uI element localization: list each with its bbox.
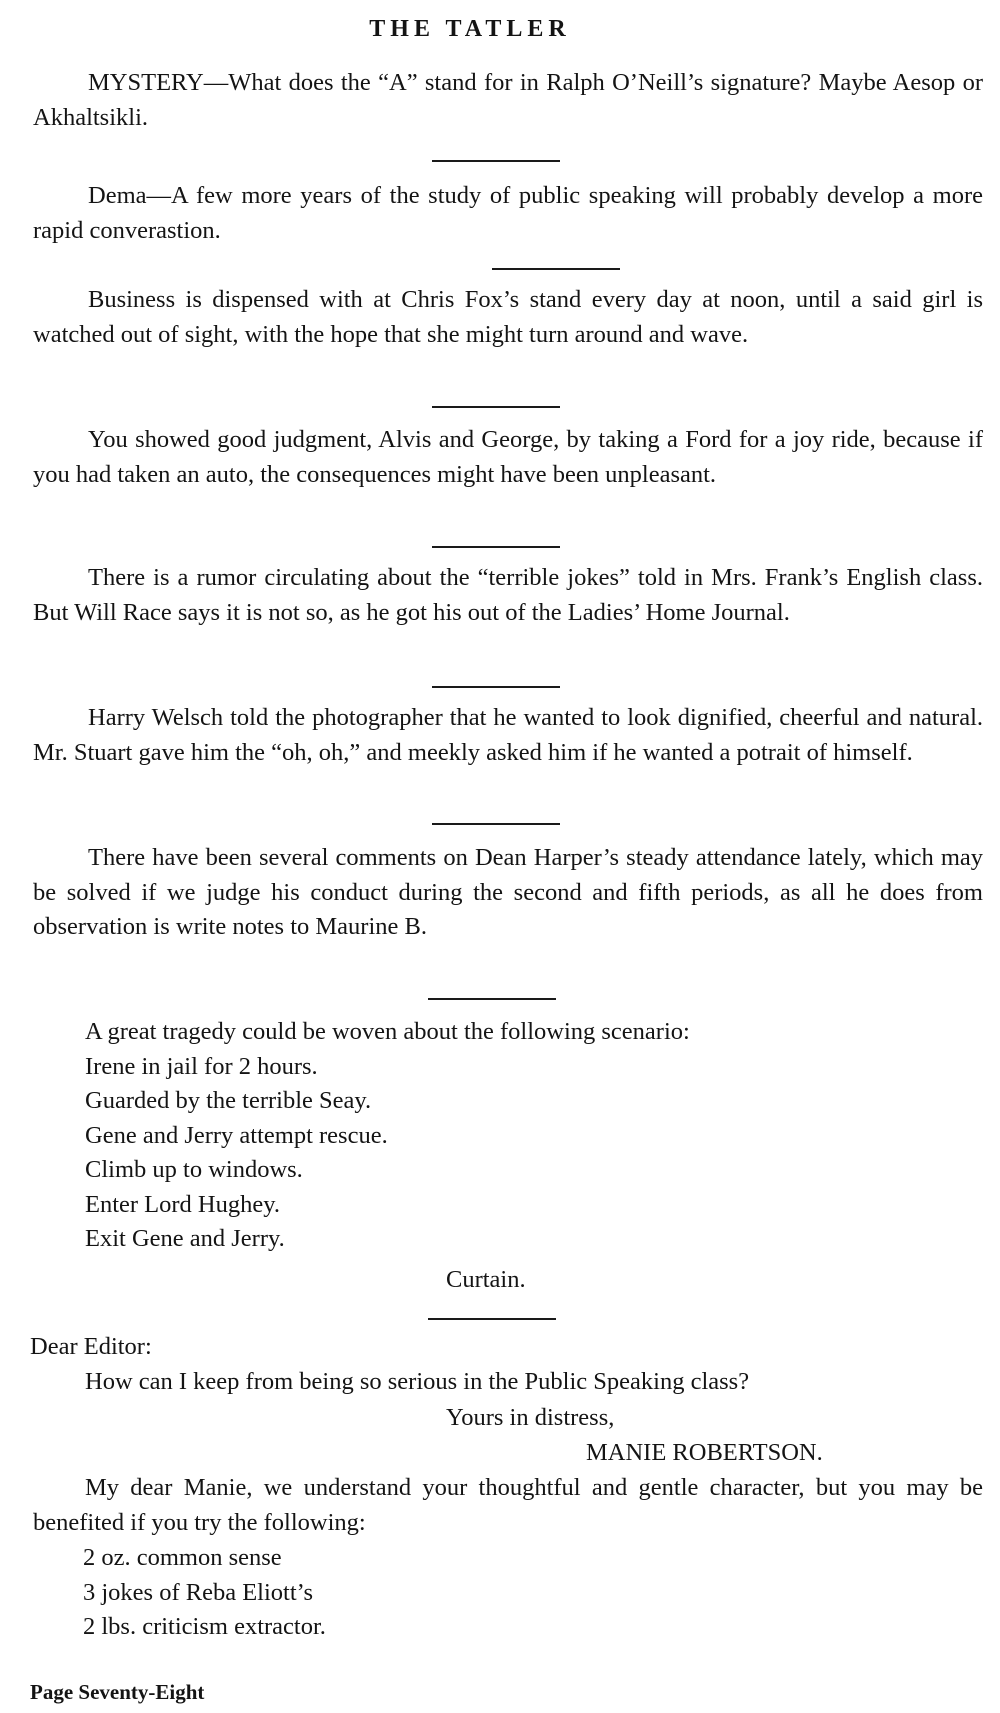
paragraph-text: You showed good judgment, Alvis and George, by taking a Ford for a joy ride, because if you had taken an auto, the consequences might have been unpleasant. bbox=[33, 426, 983, 488]
recipe-item: 2 oz. common sense bbox=[83, 1544, 282, 1571]
paragraph-text: Harry Welsch told the photographer that he wanted to look dignified, cheerful and natural. Mr. Stuart gave him the “oh, oh,” and meekly asked him if he wanted a potrait of himself. bbox=[33, 704, 983, 766]
reply-text: My dear Manie, we understand your thoughtful and gentle character, but you may be benefited if you try the following: bbox=[33, 1474, 983, 1536]
separator-rule bbox=[428, 1318, 556, 1320]
separator-rule bbox=[432, 406, 560, 408]
letter-salutation: Dear Editor: bbox=[30, 1333, 152, 1360]
separator-rule bbox=[492, 268, 620, 270]
page-title: THE TATLER bbox=[369, 16, 571, 42]
scenario-line: Guarded by the terrible Seay. bbox=[85, 1087, 372, 1114]
scenario-line: Enter Lord Hughey. bbox=[85, 1190, 281, 1218]
paragraph-text: There is a rumor circulating about the “terrible jokes” told in Mrs. Frank’s English class. But Will Race says it is not so, as he got his out of the Ladies’ Home Journal. bbox=[33, 564, 983, 626]
paragraph-business bbox=[33, 283, 983, 352]
paragraph-rumor bbox=[33, 561, 983, 630]
paragraph-ford bbox=[33, 423, 983, 492]
paragraph-harper bbox=[33, 841, 983, 945]
paragraph-dema bbox=[33, 179, 983, 248]
paragraph-mystery bbox=[33, 66, 983, 135]
separator-rule bbox=[428, 998, 556, 1000]
separator-rule bbox=[432, 160, 560, 162]
letter-question: How can I keep from being so serious in the Public Speaking class? bbox=[85, 1368, 750, 1395]
letter-signature: MANIE ROBERTSON. bbox=[586, 1439, 823, 1466]
scenario-line: Gene and Jerry attempt rescue. bbox=[85, 1121, 388, 1149]
scenario-line: A great tragedy could be woven about the following scenario: bbox=[85, 1018, 690, 1045]
separator-rule bbox=[432, 686, 560, 688]
separator-rule bbox=[432, 823, 560, 825]
separator-rule bbox=[432, 546, 560, 548]
scenario-line: Irene in jail for 2 hours. bbox=[85, 1052, 318, 1080]
paragraph-text: Dema—A few more years of the study of public speaking will probably develop a more rapid converastion. bbox=[33, 182, 983, 244]
letter-reply bbox=[33, 1471, 983, 1540]
paragraph-text: Business is dispensed with at Chris Fox’s stand every day at noon, until a said girl is watched out of sight, with the hope that she might turn around and wave. bbox=[33, 286, 983, 348]
letter-closing: Yours in distress, bbox=[446, 1404, 615, 1431]
recipe-item: 2 lbs. criticism extractor. bbox=[83, 1613, 326, 1640]
scenario-ending: Curtain. bbox=[446, 1266, 526, 1293]
page-number: Page Seventy-Eight bbox=[30, 1680, 205, 1704]
recipe-list bbox=[83, 1541, 326, 1645]
paragraph-text: There have been several comments on Dean Harper’s steady attendance lately, which may be solved if we judge his conduct during the second and fifth periods, as all he does from observation is write notes to Maurine B. bbox=[33, 844, 983, 940]
scenario-line: Exit Gene and Jerry. bbox=[85, 1225, 285, 1252]
scenario-block bbox=[85, 1015, 690, 1257]
recipe-item: 3 jokes of Reba Eliott’s bbox=[83, 1578, 313, 1606]
paragraph-welsch bbox=[33, 701, 983, 770]
scenario-line: Climb up to windows. bbox=[85, 1156, 303, 1183]
paragraph-text: MYSTERY—What does the “A” stand for in Ralph O’Neill’s signature? Maybe Aesop or Akhaltsikli. bbox=[33, 69, 983, 131]
